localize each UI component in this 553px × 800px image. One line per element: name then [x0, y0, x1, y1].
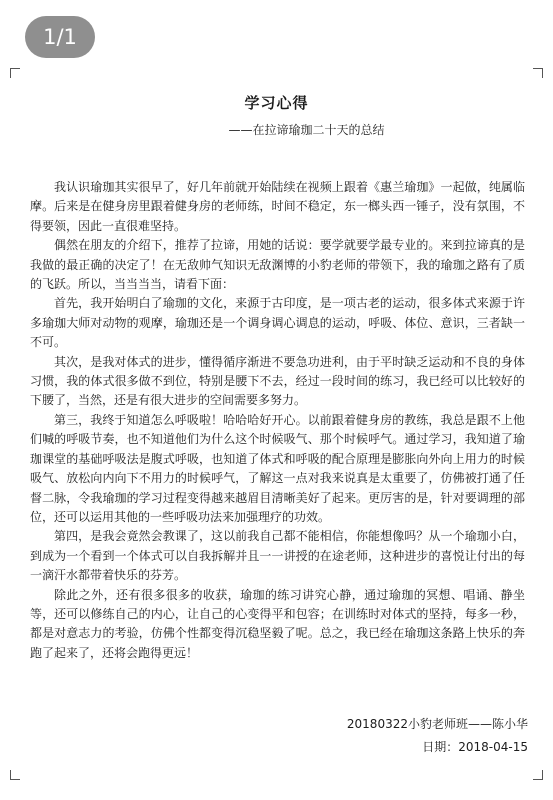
- document-subtitle: ——在拉谛瑜珈二十天的总结: [228, 123, 385, 137]
- paragraph: 偶然在朋友的介绍下，推荐了拉谛，用她的话说：要学就要学最专业的。来到拉谛真的是我做的最正确的决定了！在无敌帅气知识无敌渊博的小豹老师的带领下，我的瑜珈之路有了质的飞跃。所以，当当当当，请看下面：: [30, 238, 525, 292]
- signature-block: [347, 713, 528, 759]
- crop-mark-top-right: [533, 68, 543, 78]
- paragraph: 首先，我开始明白了瑜珈的文化，来源于古印度，是一项古老的运动，很多体式来源于许多瑜珈大师对动物的观摩，瑜珈还是一个调身调心调息的运动，呼吸、体位、意识，三者缺一不可。: [30, 296, 525, 350]
- crop-mark-bottom-right: [533, 770, 543, 780]
- document-body: [30, 178, 525, 663]
- document-title: 学习心得: [244, 94, 309, 112]
- paragraph: 第四，是我会竟然会教课了，这以前我自己都不能相信，你能想像吗？从一个瑜珈小白，到成为一个看到一个体式可以自我拆解并且一一讲授的在途老师，这种进步的喜悦让付出的每一滴汗水都带着快乐的芬芳。: [30, 529, 525, 583]
- paragraph: 其次，是我对体式的进步，懂得循序渐进不要急功进利，由于平时缺乏运动和不良的身体习惯，我的体式很多做不到位，特别是腰下不去，经过一段时间的练习，我已经可以比较好的下腰了，当然，还是有很大进步的空间需要多努力。: [30, 354, 525, 408]
- crop-mark-bottom-left: [10, 770, 20, 780]
- paragraph: 第三，我终于知道怎么呼吸啦！哈哈哈好开心。以前跟着健身房的教练，我总是跟不上他们喊的呼吸节奏，也不知道他们为什么这个时候吸气、那个时候呼气。通过学习，我知道了瑜珈课堂的基础呼吸法是腹式呼吸，也知道了体式和呼吸的配合原理是膨胀向外向上用力的时候吸气、放松向内向下不用力的时候呼气，了解这一点对我来说真是太重要了，仿佛被打通了任督二脉，令我瑜珈的学习过程变得越来越眉目清晰美好了起来。更厉害的是，针对要调理的部位，还可以运用其他的一些呼吸功法来加强理疗的功效。: [30, 412, 525, 524]
- page-indicator: 1/1: [25, 16, 95, 58]
- paragraph: 我认识瑜珈其实很早了，好几年前就开始陆续在视频上跟着《惠兰瑜珈》一起做，纯属临摩。后来是在健身房里跟着健身房的老师练，时间不稳定，东一榔头西一锤子，没有氛围，不得要领，因此一直很难坚持。: [30, 180, 525, 233]
- date: 日期：2018-04-15: [422, 740, 528, 754]
- signature: 20180322小豹老师班——陈小华: [346, 717, 528, 731]
- crop-mark-top-left: [10, 68, 20, 78]
- paragraph: 除此之外，还有很多很多的收获，瑜珈的练习讲究心静，通过瑜珈的冥想、唱诵、静坐等，还可以修练自己的内心，让自己的心变得平和包容；在训练时对体式的坚持，每多一秒，都是对意志力的考验，仿佛个性都变得沉稳坚毅了呢。总之，我已经在瑜珈这条路上快乐的奔跑了起来了，还将会跑得更远！: [30, 587, 525, 660]
